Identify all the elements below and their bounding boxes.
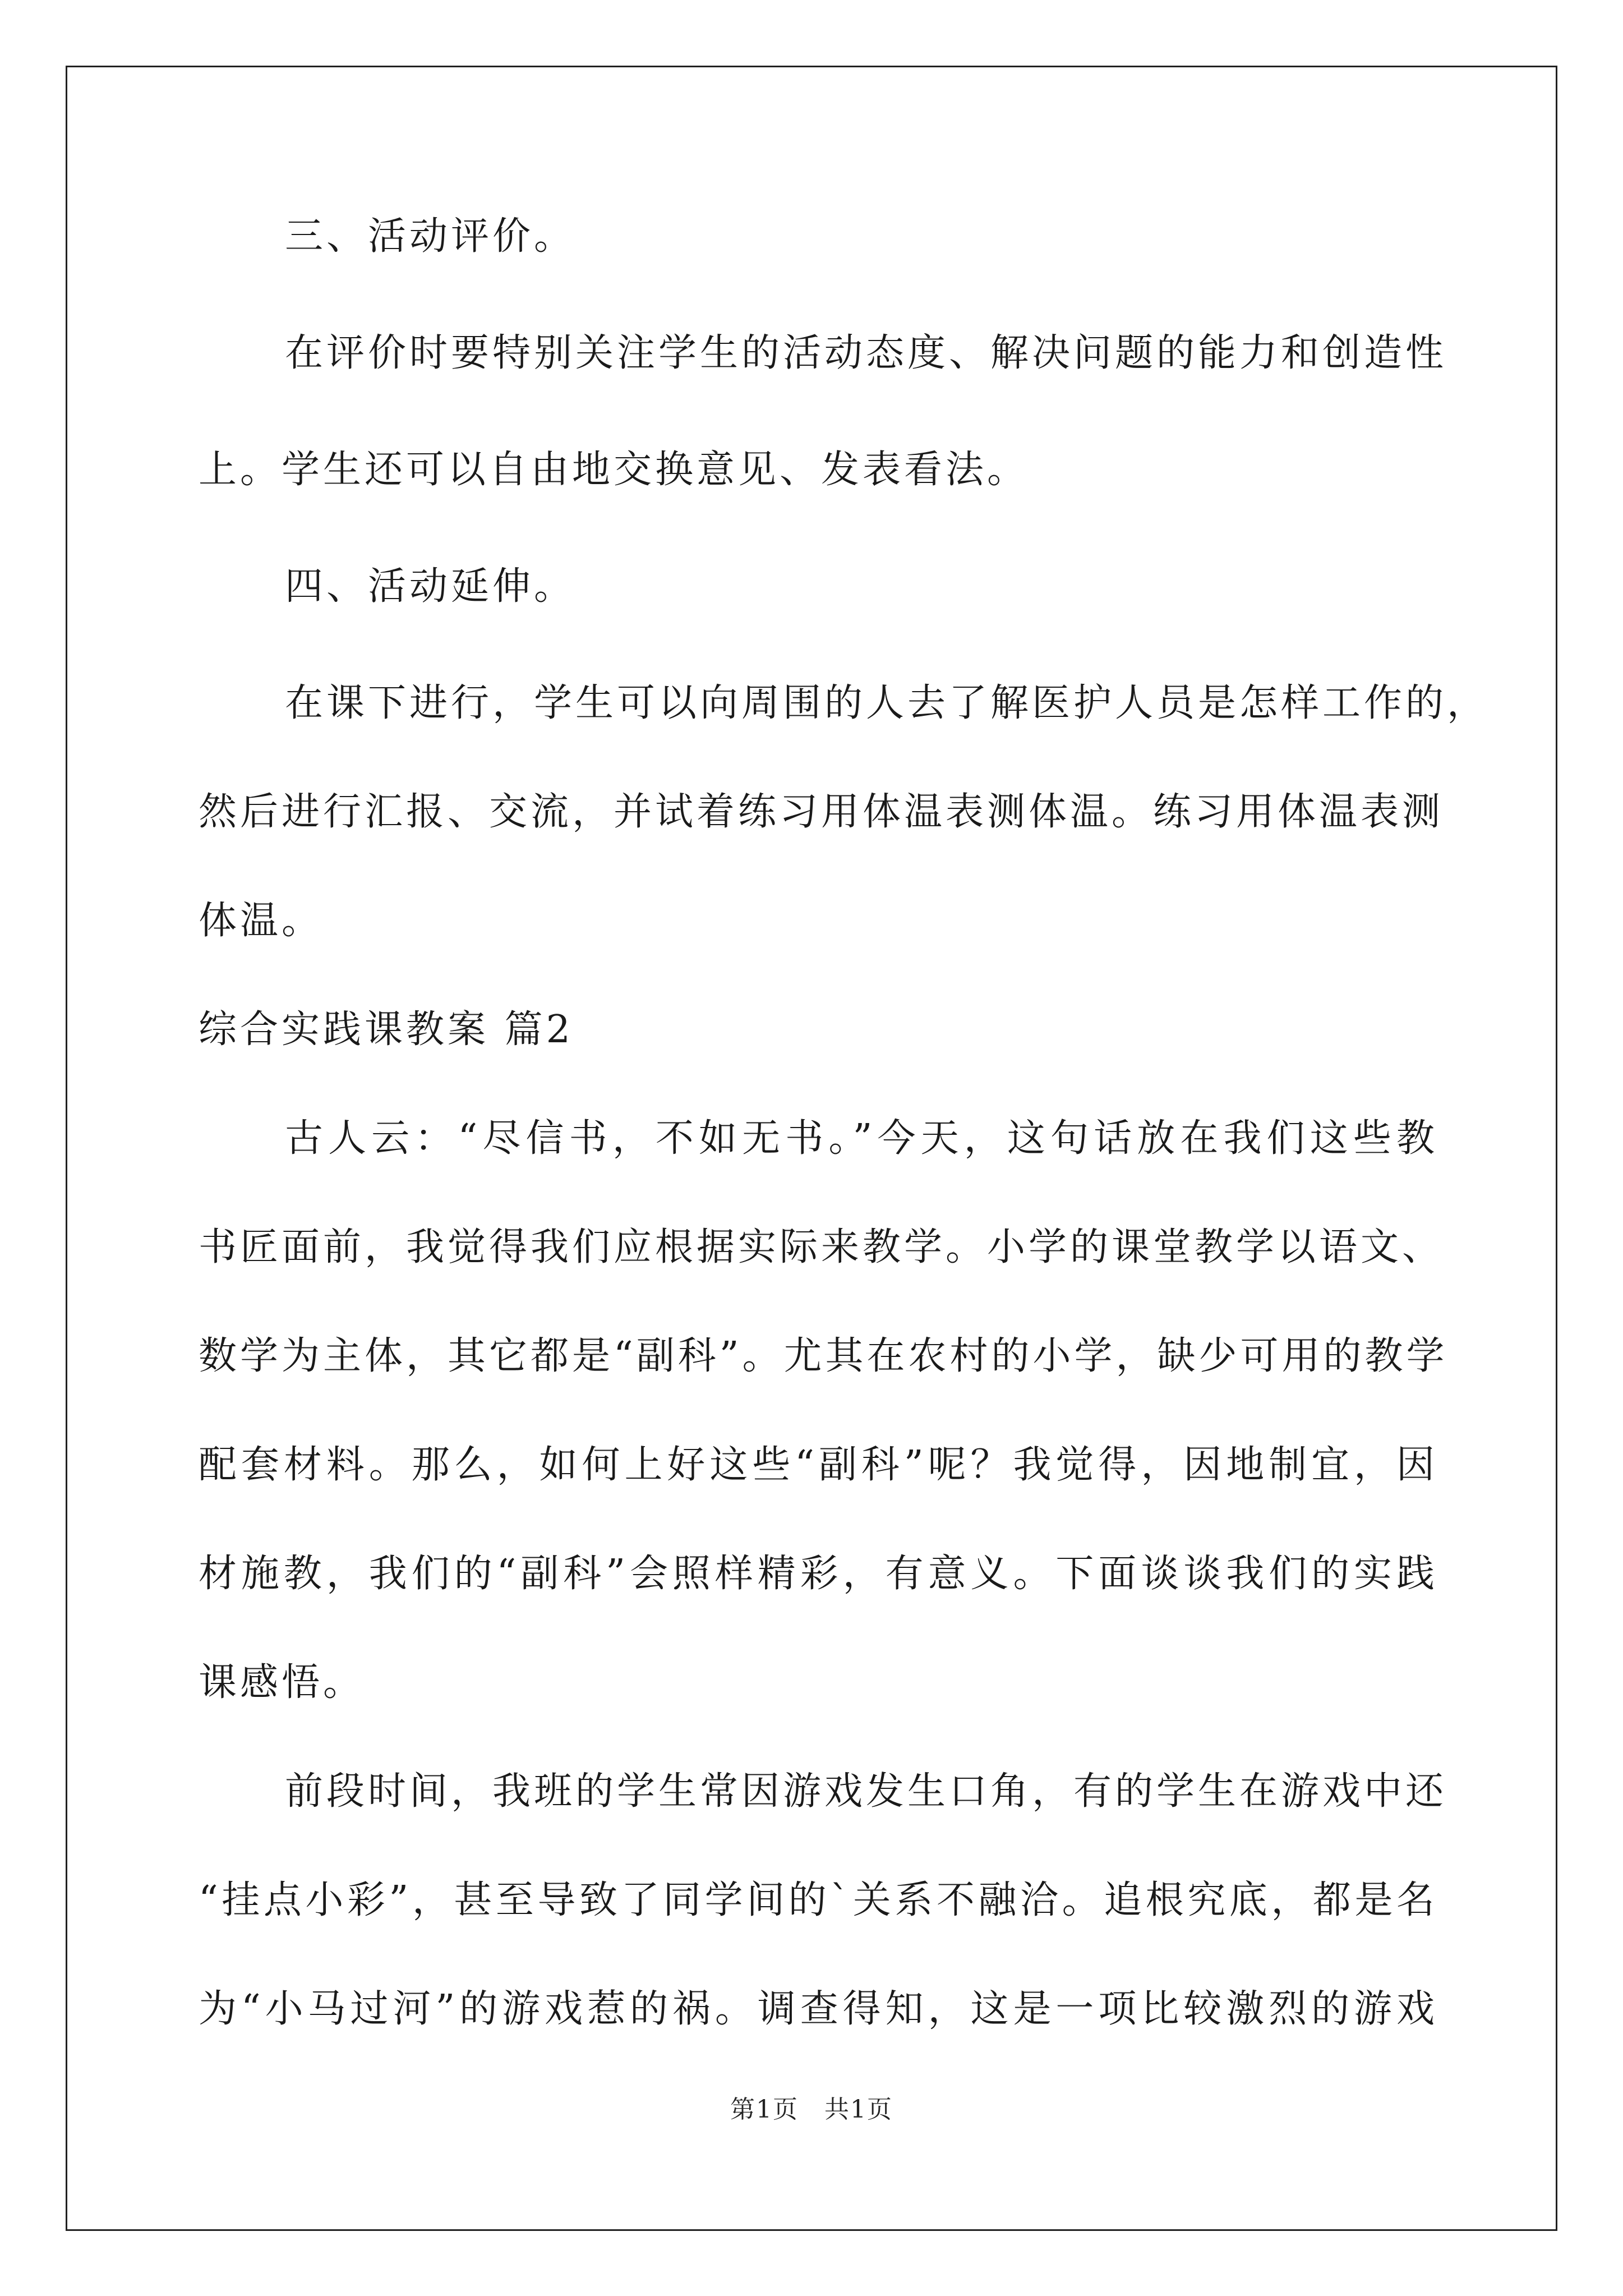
section-heading-evaluation: 三、活动评价。 bbox=[285, 214, 576, 259]
paragraph-line: 配套材料。那么，如何上好这些“副科”呢？我觉得，因地制宜，因 bbox=[199, 1443, 1438, 1487]
paragraph-line: 在评价时要特别关注学生的活动态度、解决问题的能力和创造性 bbox=[285, 331, 1447, 375]
article-title: 综合实践课教案 篇2 bbox=[199, 1007, 574, 1052]
paragraph-line: 古人云：“尽信书，不如无书。”今天，这句话放在我们这些教 bbox=[285, 1116, 1438, 1161]
paragraph-line: 为“小马过河”的游戏惹的祸。调查得知，这是一项比较激烈的游戏 bbox=[199, 1987, 1438, 2031]
paragraph-line: 上。学生还可以自由地交换意见、发表看法。 bbox=[199, 448, 1029, 492]
paragraph-line: 在课下进行，学生可以向周围的人去了解医护人员是怎样工作的， bbox=[285, 681, 1489, 725]
paragraph-line: 材施教，我们的“副科”会照样精彩，有意义。下面谈谈我们的实践 bbox=[199, 1552, 1438, 1596]
paragraph-line: “挂点小彩”，甚至导致了同学间的`关系不融洽。追根究底，都是名 bbox=[199, 1878, 1438, 1922]
paragraph-line: 然后进行汇报、交流，并试着练习用体温表测体温。练习用体温表测 bbox=[199, 790, 1444, 834]
paragraph-line: 课感悟。 bbox=[199, 1660, 365, 1705]
section-heading-extension: 四、活动延伸。 bbox=[285, 564, 576, 609]
paragraph-line: 体温。 bbox=[199, 899, 324, 943]
paragraph-line: 书匠面前，我觉得我们应根据实际来教学。小学的课堂教学以语文、 bbox=[199, 1225, 1444, 1269]
paragraph-line: 前段时间，我班的学生常因游戏发生口角，有的学生在游戏中还 bbox=[285, 1769, 1447, 1814]
paragraph-line: 数学为主体，其它都是“副科”。尤其在农村的小学，缺少可用的教学 bbox=[199, 1334, 1448, 1378]
page-number: 第1页 共1页 bbox=[730, 2095, 893, 2124]
